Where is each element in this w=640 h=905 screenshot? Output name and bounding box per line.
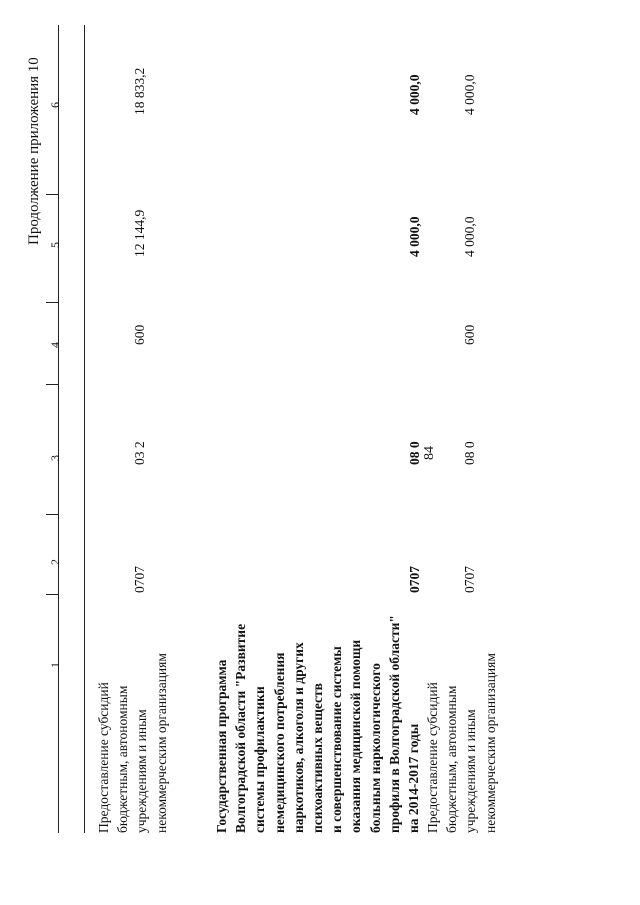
page-number: 84 (422, 446, 437, 460)
table-row-3-target: 08 0 (462, 441, 477, 465)
table-row-3-value-5: 4 000,0 (462, 216, 477, 257)
table-row-3-expense-type: 600 (462, 324, 477, 345)
column-number-3: 3 (48, 455, 62, 461)
table-row-3-section: 0707 (462, 566, 477, 593)
continuation-caption: Продолжение приложения 10 (26, 57, 42, 245)
table-row-2-name: Государственная программа Волгоградской области "Развитие системы профилактики немедицинского потребления наркотиков, алкоголя и других психоактивных веществ и совершенствование системы оказания медицинской помощи больным наркологического профиля в Волгоградской области" на 2014-2017 годы (214, 615, 422, 833)
table-row-2-section: 0707 (407, 566, 422, 593)
table-row-3-name: Предоставление субсидий бюджетным, автономным учреждениям и иным некоммерческим организациям (425, 653, 498, 833)
column-divider-5 (46, 194, 58, 195)
column-divider-4 (46, 302, 58, 303)
table-row-2-value-5: 4 000,0 (407, 216, 422, 257)
table-row-2-target: 08 0 (407, 441, 422, 465)
column-number-2: 2 (48, 559, 62, 565)
header-row-line (84, 25, 85, 833)
column-number-6: 6 (48, 102, 62, 108)
table-row-1-name: Предоставление субсидий бюджетным, автономным учреждениям и иным некоммерческим организациям (96, 653, 169, 833)
table-row-3-value-6: 4 000,0 (462, 74, 477, 115)
column-divider-3 (46, 384, 58, 385)
table-row-1-value-6: 18 833,2 (132, 67, 147, 115)
table-row-2-value-6: 4 000,0 (407, 74, 422, 115)
column-number-5: 5 (48, 242, 62, 248)
table-row-1-expense-type: 600 (132, 324, 147, 345)
column-number-1: 1 (48, 662, 62, 668)
table-row-1-target: 03 2 (132, 441, 147, 465)
header-bottom-line (58, 25, 59, 833)
column-divider-2 (46, 514, 58, 515)
column-divider-1 (46, 594, 58, 595)
table-row-1-section: 0707 (132, 566, 147, 593)
column-number-4: 4 (48, 342, 62, 348)
table-row-1-value-5: 12 144,9 (132, 209, 147, 257)
